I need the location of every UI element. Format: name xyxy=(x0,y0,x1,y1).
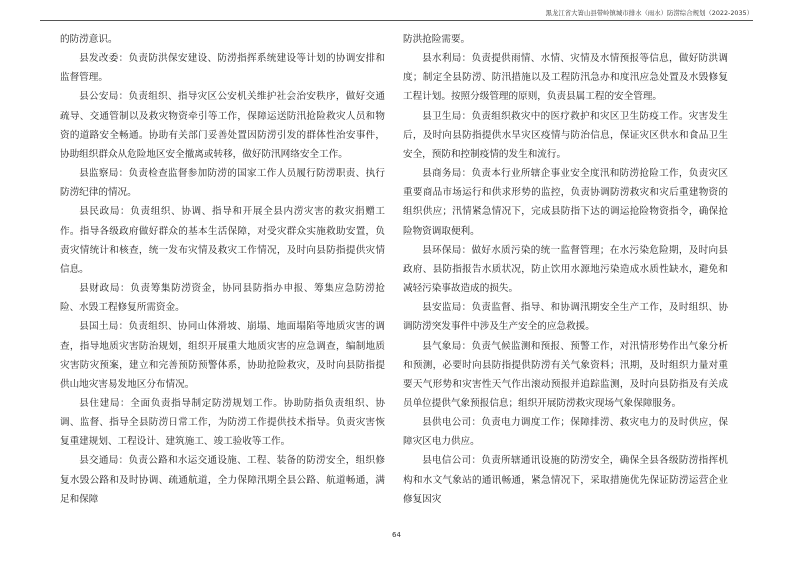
paragraph: 防洪抢险需要。 xyxy=(403,34,471,45)
header-divider xyxy=(40,20,753,21)
paragraph: 县交通局：负责公路和水运交通设施、工程、装备的防涝安全，组织修复水毁公路和及时协调、疏通航道，全力保障汛期全县公路、航道畅通，满足和保障 xyxy=(60,455,385,505)
paragraph: 县商务局：负责本行业所辖企事业安全度汛和防涝抢险工作，负责灾区重要商品市场运行和供求形势的监控，负责协调防涝救灾和灾后重建物资的组织供应；汛情紧急情况下，完成县防指下达的调运抢险物资指令，确保抢险物资调取便利。 xyxy=(403,168,728,237)
paragraph: 县气象局：负责气候监测和预报、预警工作，对汛情形势作出气象分析和预测，必要时向县防指提供防涝有关气象资料；汛期，及时组织力量对重要天气形势和灾害性天气作出滚动预报并追踪监测，及时向县防指及有关成员单位提供气象预报信息；组织开展防涝救灾现场气象保障服务。 xyxy=(403,340,728,409)
paragraph: 县卫生局：负责组织救灾中的医疗救护和灾区卫生防疫工作。灾害发生后，及时向县防指提供水旱灾区疫情与防治信息，保证灾区供水和食品卫生安全，预防和控制疫情的发生和流行。 xyxy=(403,110,728,160)
paragraph: 县监察局：负责检查监督参加防涝的国家工作人员履行防涝职责、执行防涝纪律的情况。 xyxy=(60,168,385,199)
paragraph: 县国土局：负责组织、协同山体滑坡、崩塌、地面塌陷等地质灾害的调查，指导地质灾害防治规划，组织开展重大地质灾害的应急调查，编制地质灾害防灾预案，建立和完善预防预警体系，协助抢险救灾，及时向县防指提供山地灾害易发地区分布情况。 xyxy=(60,321,385,390)
paragraph: 县发改委：负责防洪保安建设、防涝指挥系统建设等计划的协调安排和监督管理。 xyxy=(60,53,385,84)
paragraph: 县公安局：负责组织、指导灾区公安机关维护社会治安秩序，做好交通疏导、交通管制以及救灾物资牵引等工作，保障运送防汛抢险救灾人员和物资的道路安全畅通。协助有关部门妥善处置因防涝引发的群体性治安事件，协助组织群众从危险地区安全撤离或转移，做好防汛网络安全工作。 xyxy=(60,91,385,160)
paragraph: 县财政局：负责筹集防涝资金，协同县防指办申报、筹集应急防涝抢险、水毁工程修复所需资金。 xyxy=(60,283,385,314)
right-column xyxy=(403,30,728,509)
left-column xyxy=(60,30,385,509)
paragraph: 县安监局：负责监督、指导、和协调汛期安全生产工作，及时组织、协调防涝突发事件中涉及生产安全的应急救援。 xyxy=(403,302,728,333)
paragraph: 的防涝意识。 xyxy=(60,34,118,45)
paragraph: 县水利局：负责提供雨情、水情、灾情及水情预报等信息，做好防洪调度；制定全县防涝、防汛措施以及工程防汛急办和度汛应急处置及水毁修复工程计划。按照分级管理的原则，负责县属工程的安全管理。 xyxy=(403,53,728,103)
running-header: 黑龙江省大箐山县带岭镇城市排水（雨水）防涝综合规划（2022-2035） xyxy=(545,9,753,17)
page-number: 64 xyxy=(392,531,401,539)
paragraph: 县供电公司：负责电力调度工作；保障排涝、救灾电力的及时供应，保障灾区电力供应。 xyxy=(403,417,728,448)
paragraph: 县住建局：全面负责指导制定防涝规划工作。协助防指负责组织、协调、监督、指导全县防涝日常工作，为防涝工作提供技术指导。负责灾害恢复重建规划、工程设计、建筑施工、竣工验收等工作。 xyxy=(60,397,385,448)
paragraph: 县电信公司：负责所辖通讯设施的防涝安全，确保全县各级防涝指挥机构和水文气象站的通讯畅通，紧急情况下，采取措施优先保证防涝运营企业修复因灾 xyxy=(403,455,728,505)
document-body xyxy=(60,30,733,525)
paragraph: 县环保局：做好水质污染的统一监督管理；在水污染危险期，及时向县政府、县防指报告水质状况，防止饮用水源地污染造成水质性缺水，避免和减轻污染事故造成的损失。 xyxy=(403,244,728,295)
paragraph: 县民政局：负责组织、协调、指导和开展全县内涝灾害的救灾捐赠工作。指导各级政府做好群众的基本生活保障，对受灾群众实施救助安置，负责灾情统计和核查，统一发布灾情及救灾工作情况，及时向县防指提供灾情信息。 xyxy=(60,206,385,275)
